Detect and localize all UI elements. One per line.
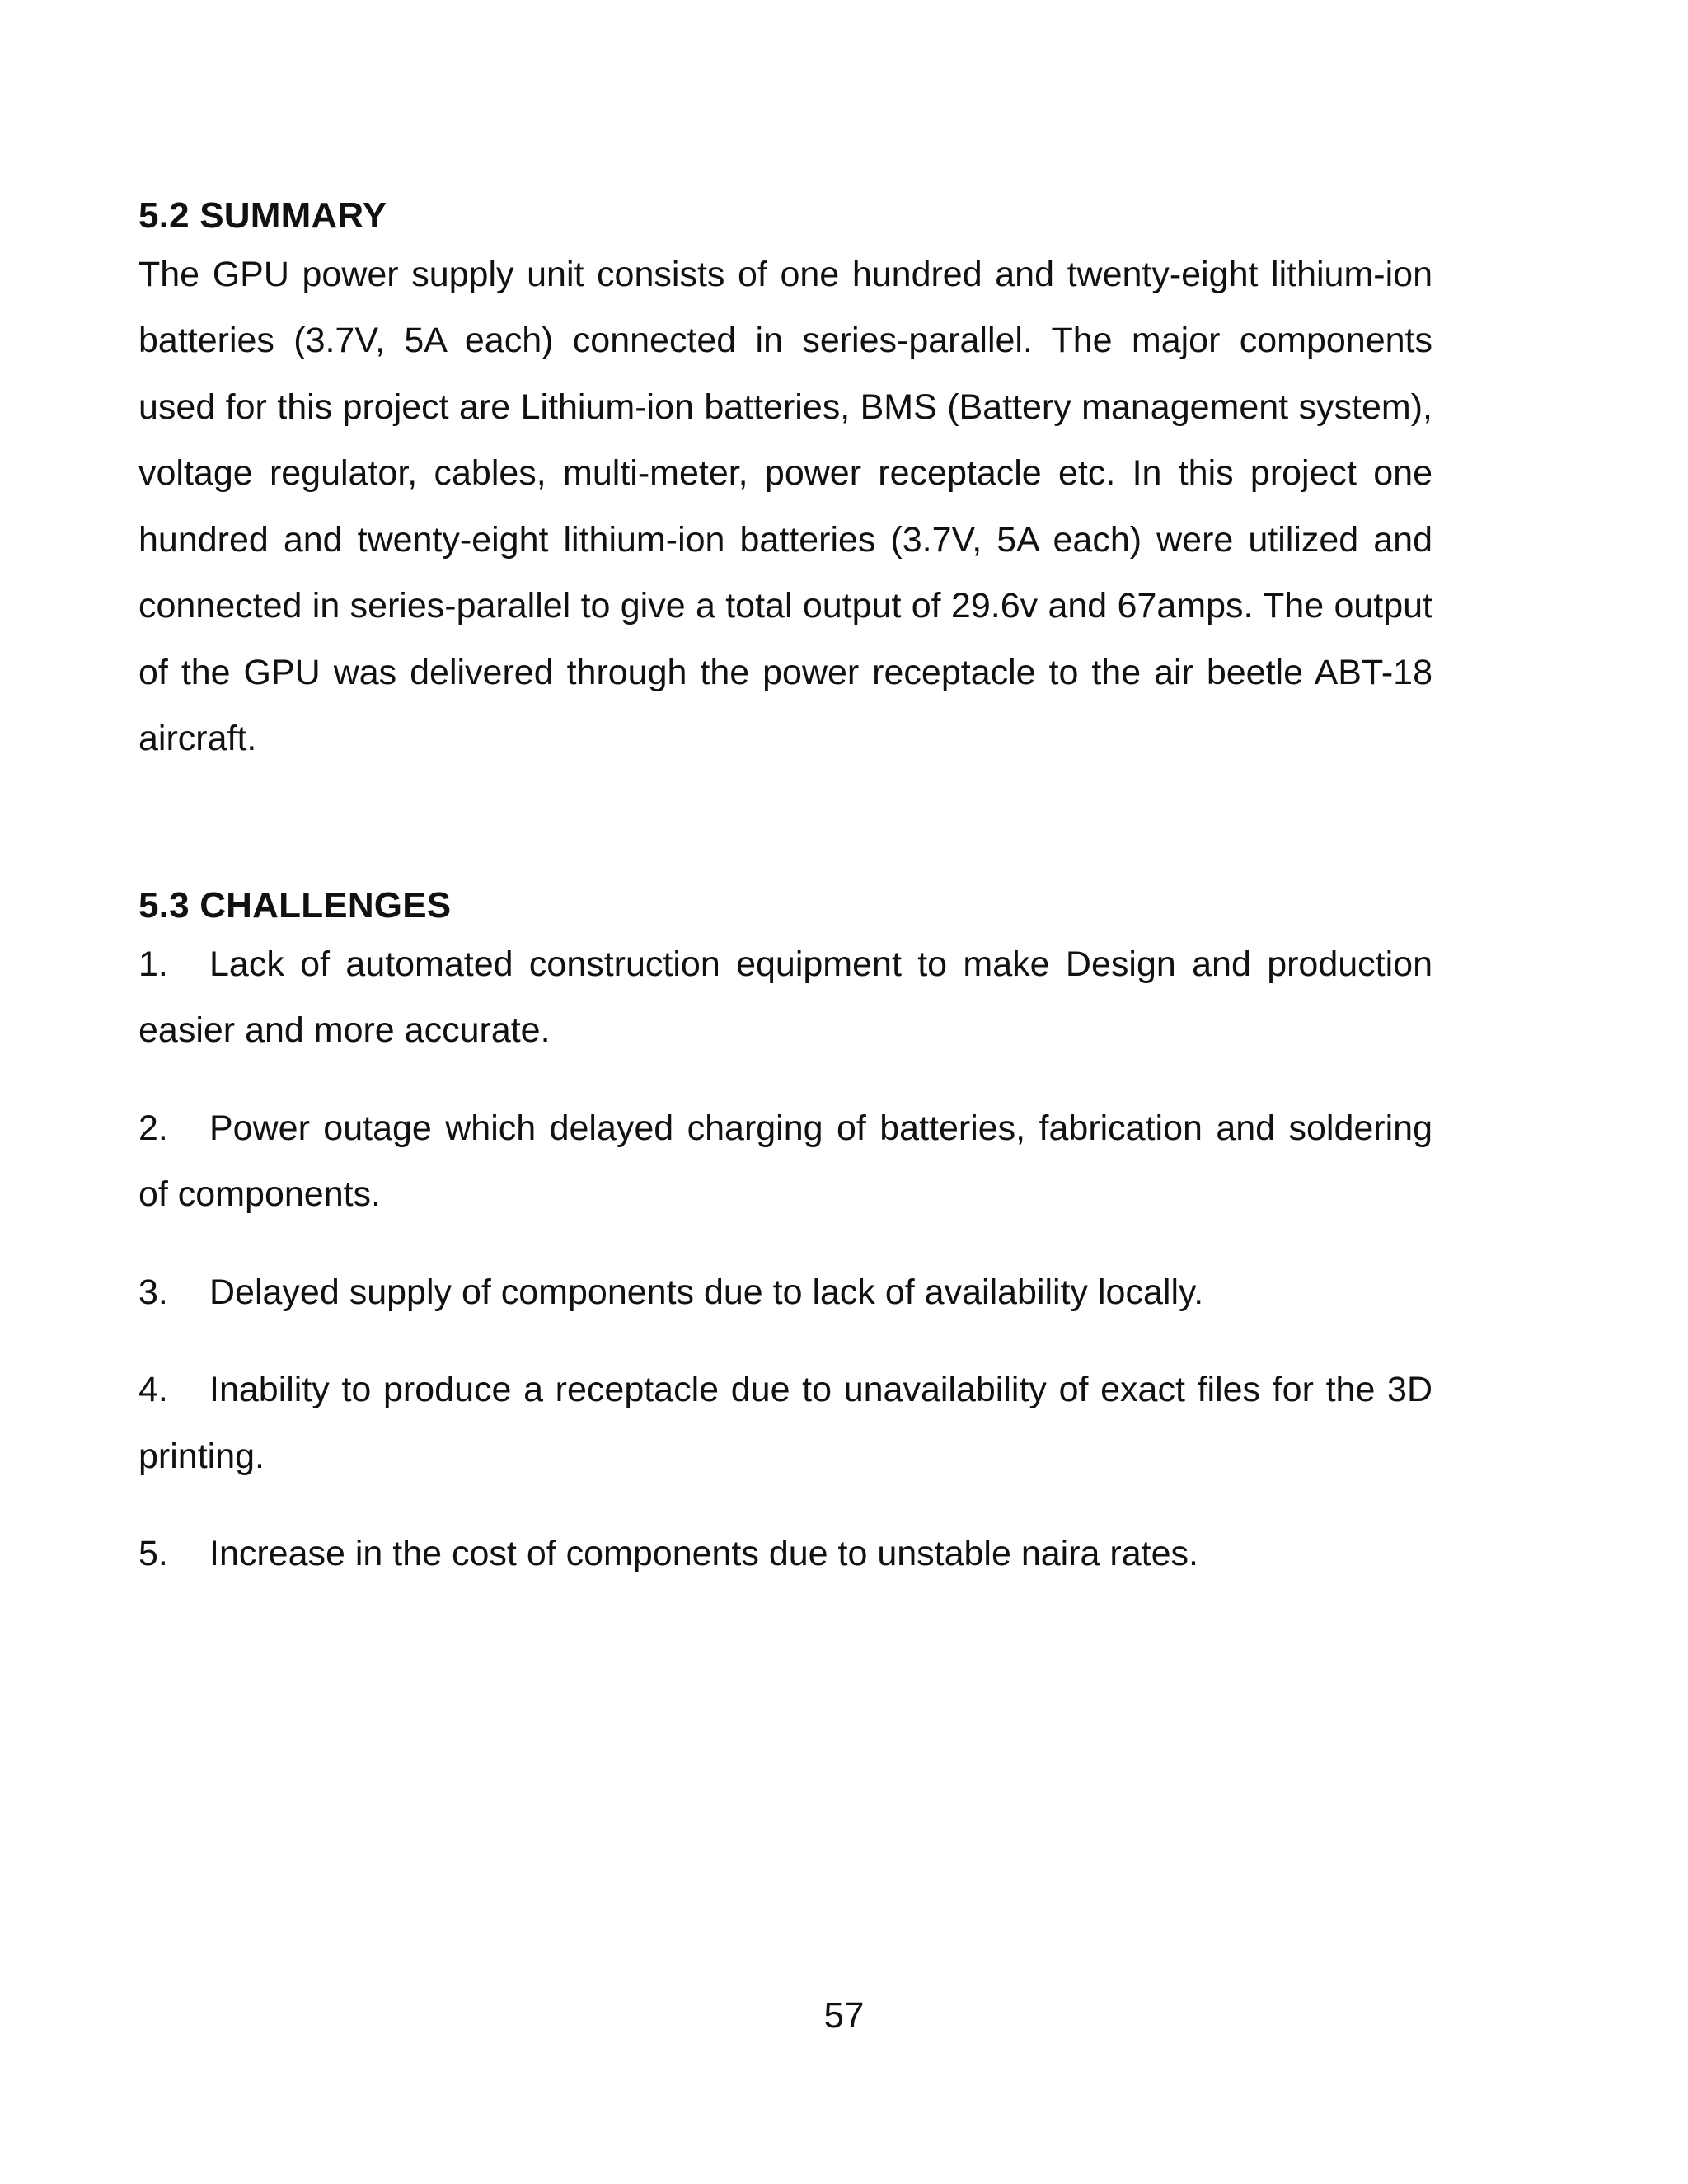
challenge-number: 2. xyxy=(138,1108,168,1148)
page-number: 57 xyxy=(823,1995,865,2036)
challenge-item-4 xyxy=(138,1357,1432,1489)
challenge-text: Delayed supply of components due to lack of availability locally. xyxy=(209,1272,1204,1312)
challenge-item-5 xyxy=(138,1521,1432,1587)
summary-heading: 5.2 SUMMARY xyxy=(138,195,387,236)
challenge-number: 3. xyxy=(138,1272,168,1312)
challenge-number: 1. xyxy=(138,944,168,984)
summary-paragraph: The GPU power supply unit consists of one hundred and twenty-eight lithium-ion batteries (3.7V, 5A each) connected in series-parallel. The major components used for this project are Lithium-ion batteries, BMS (Battery management system), voltage regulator, cables, multi-meter, power receptacle etc. In this project one hundred and twenty-eight lithium-ion batteries (3.7V, 5A each) were utilized and connected in series-parallel to give a total output of 29.6v and 67amps. The output of the GPU was delivered through the power receptacle to the air beetle ABT-18 aircraft. xyxy=(138,254,1432,759)
challenge-text: Lack of automated construction equipment to make Design and production easier and more accurate. xyxy=(138,944,1432,1051)
challenge-text: Power outage which delayed charging of batteries, fabrication and soldering of components. xyxy=(138,1108,1432,1215)
challenge-item-2 xyxy=(138,1095,1432,1228)
document-page xyxy=(138,194,1432,1619)
challenge-text: Inability to produce a receptacle due to unavailability of exact files for the 3D printing. xyxy=(138,1370,1432,1476)
challenge-item-3 xyxy=(138,1259,1432,1326)
challenges-list xyxy=(138,931,1432,1587)
challenge-number: 5. xyxy=(138,1534,168,1574)
challenge-number: 4. xyxy=(138,1370,168,1410)
challenge-text: Increase in the cost of components due to unstable naira rates. xyxy=(209,1534,1198,1574)
challenge-item-1 xyxy=(138,931,1432,1064)
challenges-heading: 5.3 CHALLENGES xyxy=(138,884,452,926)
